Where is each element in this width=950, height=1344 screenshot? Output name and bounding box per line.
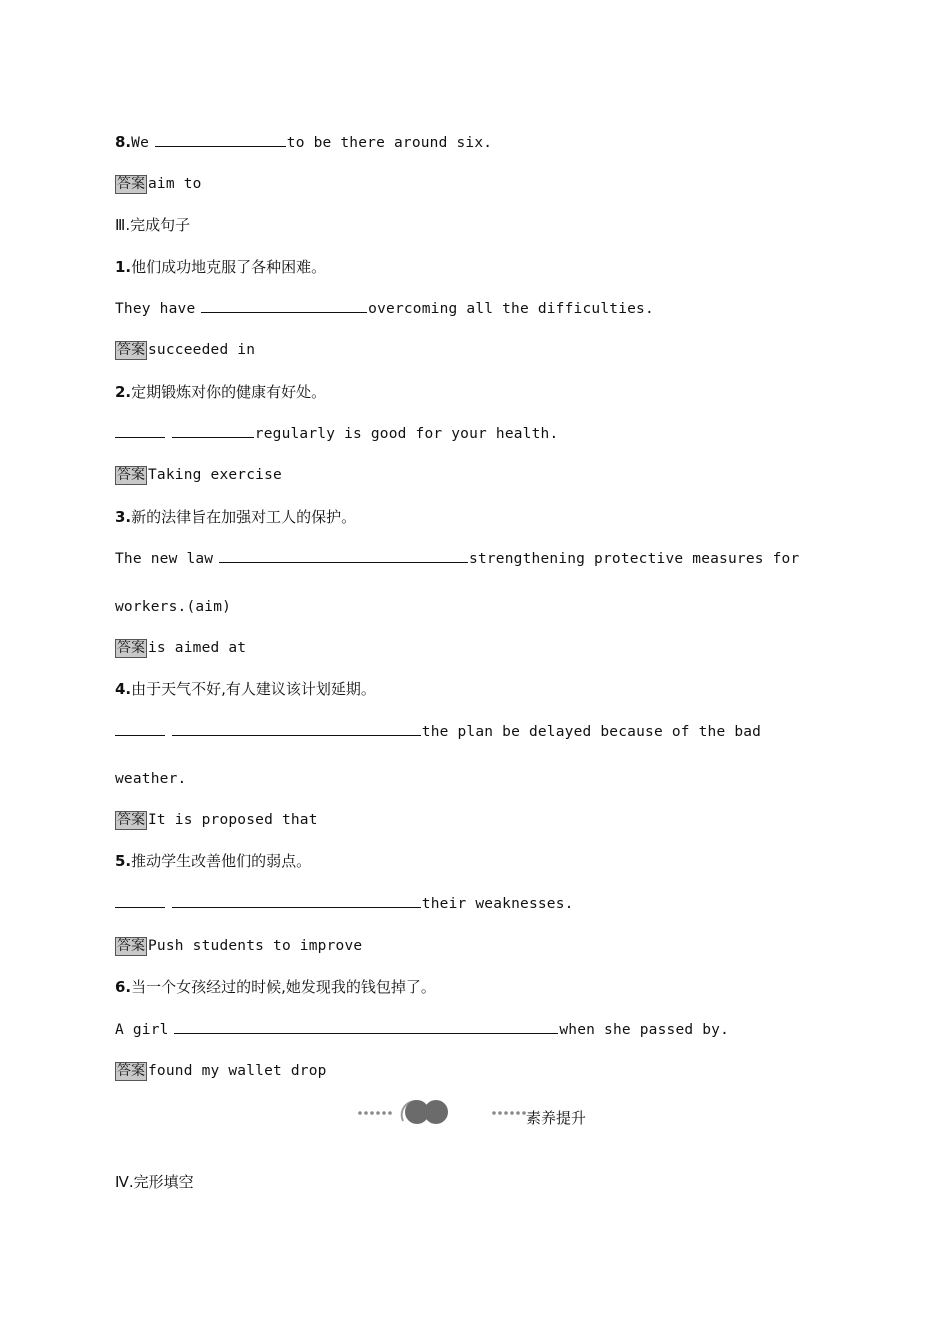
section-4-title: Ⅳ.完形填空 xyxy=(115,1173,194,1191)
s4-blank-2[interactable] xyxy=(172,721,421,736)
s2-chinese: 定期锻炼对你的健康有好处。 xyxy=(131,383,327,401)
s3-blank[interactable] xyxy=(219,548,468,563)
s4-prompt xyxy=(115,679,376,699)
s2-blank-2[interactable] xyxy=(172,423,254,438)
s6-text-after: when she passed by. xyxy=(559,1022,730,1038)
s5-sentence xyxy=(115,893,574,914)
s2-answer: Taking exercise xyxy=(148,467,282,483)
s1-answer-line xyxy=(115,339,255,360)
s6-sentence xyxy=(115,1019,729,1040)
s1-sentence xyxy=(115,298,654,319)
s1-text-after: overcoming all the difficulties. xyxy=(368,301,654,317)
s3-answer: is aimed at xyxy=(148,640,247,656)
s6-chinese: 当一个女孩经过的时候,她发现我的钱包掉了。 xyxy=(131,978,436,996)
s5-blank-2[interactable] xyxy=(172,893,421,908)
s3-continuation xyxy=(115,596,231,617)
s5-text-after: their weaknesses. xyxy=(421,896,574,912)
s2-answer-line xyxy=(115,464,282,485)
section-3-title: Ⅲ.完成句子 xyxy=(115,216,191,234)
s5-answer-line xyxy=(115,935,362,956)
s6-prompt xyxy=(115,977,436,997)
s3-text-before: The new law xyxy=(115,551,214,567)
s3-answer-line xyxy=(115,637,246,658)
s5-blank-1[interactable] xyxy=(115,893,165,908)
answer-badge: 答案 xyxy=(117,938,145,954)
s4-answer: It is proposed that xyxy=(148,812,318,828)
s5-prompt xyxy=(115,851,311,871)
s6-answer: found my wallet drop xyxy=(148,1063,327,1079)
s3-sentence xyxy=(115,548,799,569)
s4-answer-line xyxy=(115,809,318,830)
q8-number: 8. xyxy=(115,133,132,151)
s3-chinese: 新的法律旨在加强对工人的保护。 xyxy=(131,508,357,526)
s6-text-before: A girl xyxy=(115,1022,169,1038)
s6-blank[interactable] xyxy=(174,1019,558,1034)
s1-prompt xyxy=(115,257,326,277)
answer-badge: 答案 xyxy=(117,640,145,656)
s2-prompt xyxy=(115,382,326,402)
s1-answer: succeeded in xyxy=(148,342,256,358)
s1-number: 1. xyxy=(115,258,132,276)
s3-number: 3. xyxy=(115,508,132,526)
q8-answer-line xyxy=(115,173,202,194)
circle-right-icon xyxy=(424,1100,448,1124)
q8-answer: aim to xyxy=(148,176,202,192)
s6-number: 6. xyxy=(115,978,132,996)
s2-blank-1[interactable] xyxy=(115,423,165,438)
s2-number: 2. xyxy=(115,383,132,401)
s6-answer-line xyxy=(115,1060,327,1081)
s4-continuation-text: weather. xyxy=(115,771,187,787)
s2-sentence xyxy=(115,423,558,444)
s4-number: 4. xyxy=(115,680,132,698)
s3-prompt xyxy=(115,507,356,527)
answer-badge: 答案 xyxy=(117,467,145,483)
s4-continuation xyxy=(115,768,186,789)
divider-label: 素养提升 xyxy=(526,1109,587,1127)
s5-number: 5. xyxy=(115,852,132,870)
dots-left-icon xyxy=(358,1111,392,1115)
s4-text-after: the plan be delayed because of the bad xyxy=(421,724,762,740)
s1-blank[interactable] xyxy=(201,298,367,313)
s4-sentence xyxy=(115,721,761,742)
s5-answer: Push students to improve xyxy=(148,938,363,954)
s5-chinese: 推动学生改善他们的弱点。 xyxy=(131,852,312,870)
answer-badge: 答案 xyxy=(117,812,145,828)
q8-line xyxy=(115,132,492,153)
q8-text-after: to be there around six. xyxy=(286,135,493,151)
s1-text-before: They have xyxy=(115,301,196,317)
answer-badge: 答案 xyxy=(117,342,145,358)
s2-text-after: regularly is good for your health. xyxy=(254,426,559,442)
answer-badge: 答案 xyxy=(117,1063,145,1079)
dots-right-icon xyxy=(492,1111,526,1115)
s3-continuation-text: workers.(aim) xyxy=(115,599,232,615)
q8-blank[interactable] xyxy=(155,132,286,147)
q8-text-before: We xyxy=(131,135,150,151)
s1-chinese: 他们成功地克服了各种困难。 xyxy=(131,258,327,276)
answer-badge: 答案 xyxy=(117,176,145,192)
s3-text-after: strengthening protective measures for xyxy=(469,551,800,567)
s4-blank-1[interactable] xyxy=(115,721,165,736)
section-divider-ornament xyxy=(0,1095,950,1135)
s4-chinese: 由于天气不好,有人建议该计划延期。 xyxy=(131,680,376,698)
